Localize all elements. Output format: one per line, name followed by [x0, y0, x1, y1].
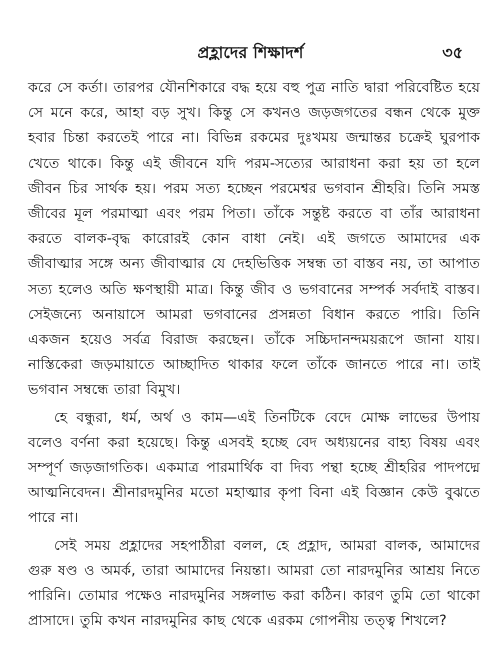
paragraph-3: সেই সময় প্রহ্লাদের সহপাঠীরা বলল, হে প্রহ্লাদ, আমরা বালক, আমাদের গুরু ষণ্ড ও অমর্ক, তারা আমাদের নিয়ন্তা। আমরা তো নারদমুনির আশ্রয় নিতে পারিনি। তোমার পক্ষেও নারদমুনির সঙ্গলাভ করা কঠিন। কারণ তুমি তো থাকো প্রাসাদে। তুমি কখন নারদমুনির কাছ থেকে এরকম গোপনীয় তত্ত্ব শিখলে?: [28, 537, 481, 630]
paragraph-2: হে বন্ধুরা, ধর্ম, অর্থ ও কাম—এই তিনটিকে বেদে মোক্ষ লাভের উপায় বলেও বর্ণনা করা হয়েছে। কিন্তু এসবই হচ্ছে বেদ অধ্যয়নের বাহ্য বিষয় এবং সম্পূর্ণ জড়জাগতিক। একমাত্র পারমার্থিক বা দিব্য পন্থা হচ্ছে শ্রীহরির পাদপদ্মে আত্মনিবেদন। শ্রীনারদমুনির মতো মহাত্মার কৃপা বিনা এই বিজ্ঞান কেউ বুঝতে পারে না।: [28, 409, 480, 527]
paragraph-1: করে সে কর্তা। তারপর যৌনশিকারে বদ্ধ হয়ে বহু পুত্র নাতি দ্বারা পরিবেষ্টিত হয়ে সে মনে করে, আহা বড় সুখ। কিন্তু সে কখনও জড়জগতের বন্ধন থেকে মুক্ত হবার চিন্তা করতেই পারে না। বিভিন্ন রকমের দুঃখময় জন্মান্তর চক্রেই ঘুরপাক খেতে থাকে। কিন্তু এই জীবনে যদি পরম-সত্যের আরাধনা করা হয় তা হলে জীবন চির সার্থক হয়। পরম সত্য হচ্ছেন পরমেশ্বর ভগবান শ্রীহরি। তিনি সমস্ত জীবের মূল পরমাত্মা এবং পরম পিতা। তাঁকে সন্তুষ্ট করতে বা তাঁর আরাধনা করতে বালক-বৃদ্ধ কারোরই কোন বাধা নেই। এই জগতে আমাদের এক জীবাত্মার সঙ্গে অন্য জীবাত্মার যে দেহভিত্তিক সম্বন্ধ তা বাস্তব নয়, তা আপাত সত্য হলেও অতি ক্ষণস্থায়ী মাত্র। কিন্তু জীব ও ভগবানের সম্পর্ক সর্বদাই বাস্তব। সেইজন্যে অনায়াসে আমরা ভগবানের প্রসন্নতা বিধান করতে পারি। তিনি একজন হয়েও সর্বত্র বিরাজ করছেন। তাঁকে সচ্চিদানন্দময়রূপে জানা যায়। নাস্তিকেরা জড়মায়াতে আচ্ছাদিত থাকার ফলে তাঁকে জানতে পারে না। তাই ভগবান সম্বন্ধে তারা বিমুখ।: [28, 80, 480, 399]
page-number: ৩৫: [442, 43, 463, 62]
body-text: [28, 76, 480, 634]
chapter-title: প্রহ্লাদের শিক্ষাদর্শ: [197, 43, 304, 62]
running-header: [30, 40, 471, 66]
